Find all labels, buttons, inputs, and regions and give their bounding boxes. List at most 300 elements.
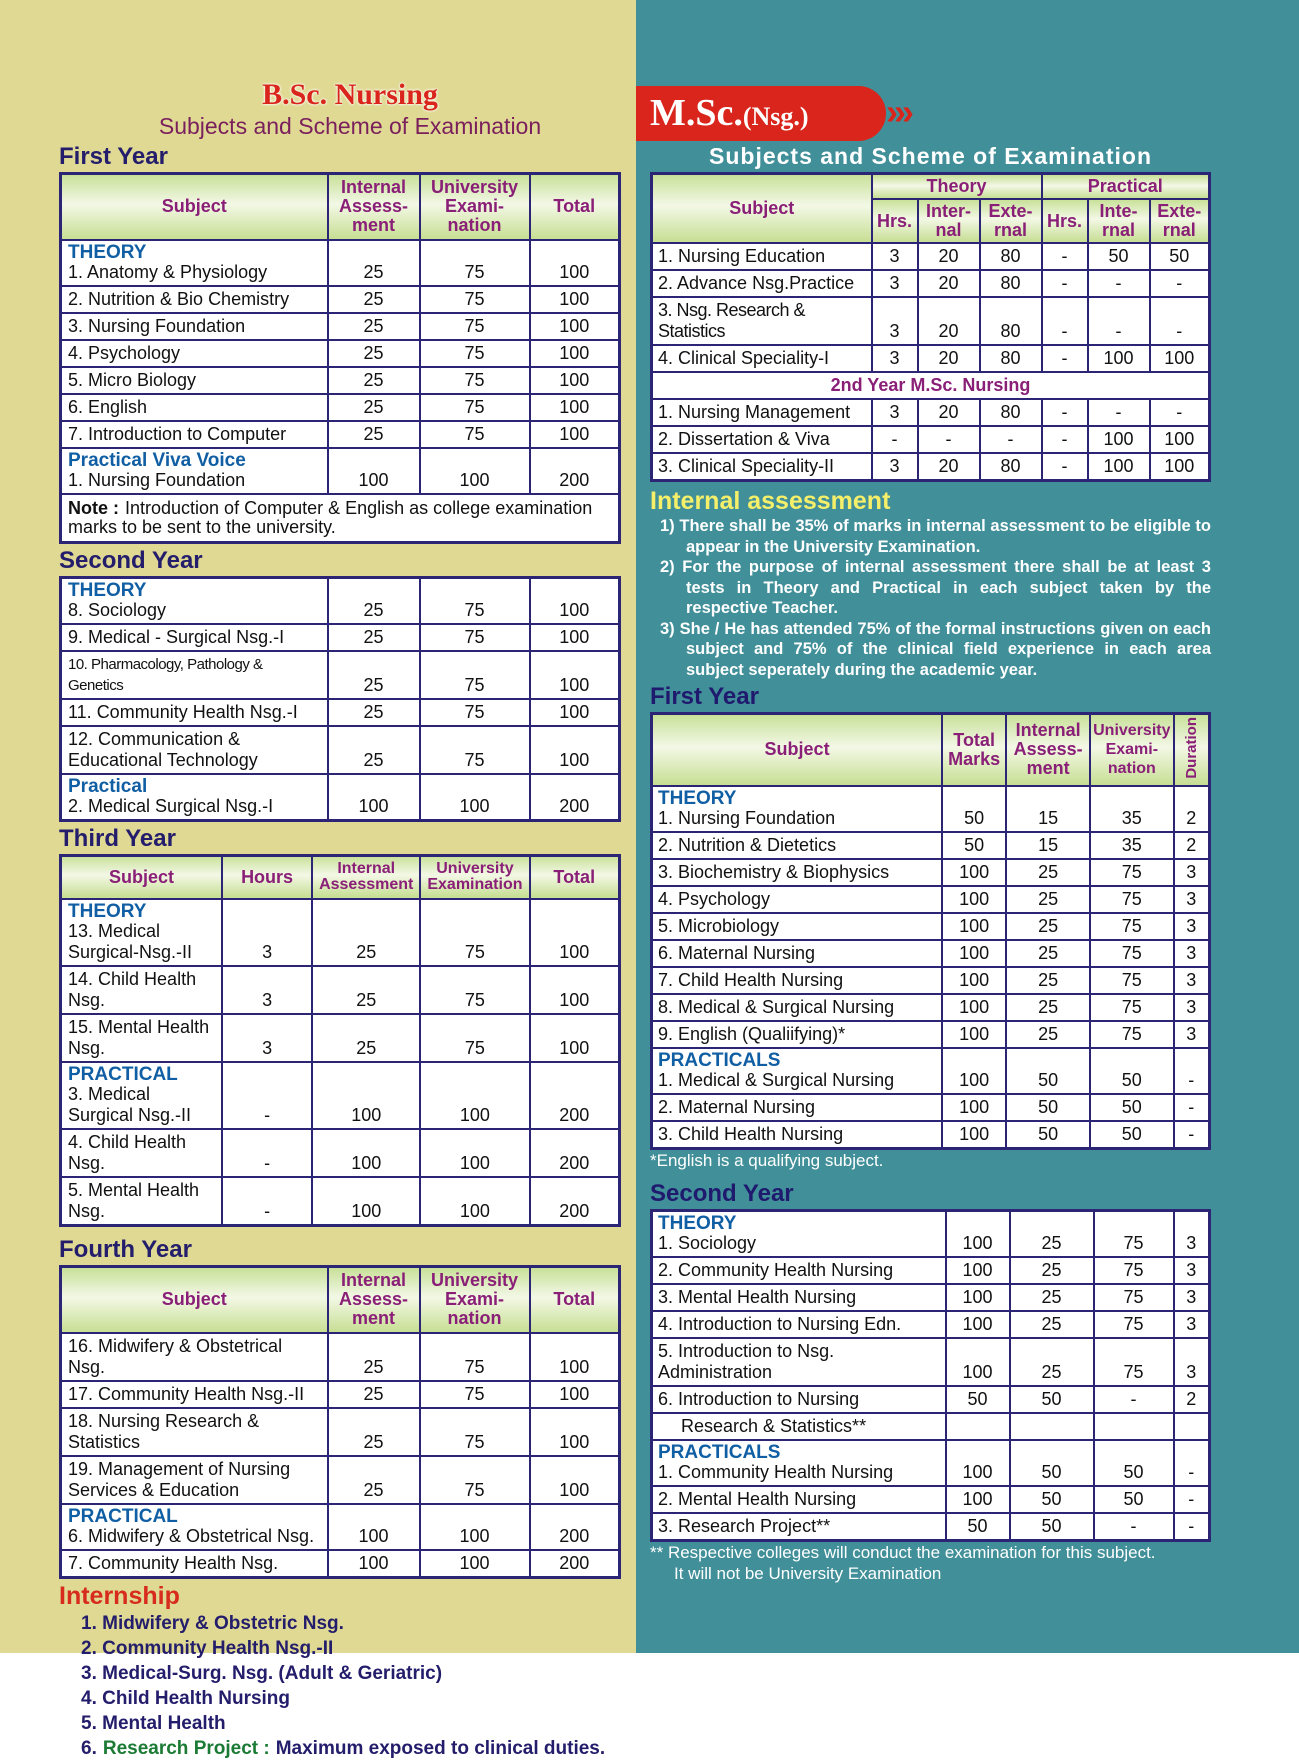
value-internal: 50 — [1010, 1386, 1094, 1413]
value-university: 75 — [420, 624, 530, 651]
value-university: 100 — [420, 1129, 529, 1177]
value-total: 100 — [530, 899, 620, 966]
value-total: 100 — [530, 1014, 620, 1062]
table-row — [61, 1381, 620, 1408]
table-row — [652, 967, 1210, 994]
table-row — [652, 1121, 1210, 1149]
value-duration: 2 — [1174, 832, 1210, 859]
value-total: 100 — [946, 1284, 1010, 1311]
subject-cell: 4. Psychology — [652, 886, 943, 913]
col-practical-hrs: Hrs. — [1042, 199, 1088, 243]
value-duration: 3 — [1174, 994, 1210, 1021]
value-total: 200 — [530, 1129, 620, 1177]
subject-cell: 2. Dissertation & Viva — [652, 426, 872, 453]
subject-cell: Research & Statistics** — [652, 1413, 946, 1440]
col-hours: Hours — [222, 855, 312, 899]
value-total: 200 — [530, 448, 620, 494]
table-row — [61, 726, 620, 774]
value-internal: 25 — [1010, 1311, 1094, 1338]
subject-cell — [61, 1504, 328, 1550]
value-duration: 3 — [1174, 940, 1210, 967]
table-row — [61, 899, 620, 966]
subject-cell: 2. Nutrition & Dietetics — [652, 832, 943, 859]
value-university: 75 — [420, 899, 529, 966]
subject-cell — [61, 899, 223, 966]
table-row — [61, 286, 620, 313]
table-row — [61, 448, 620, 494]
value-university: 100 — [420, 1177, 529, 1226]
value-university: 75 — [1090, 994, 1173, 1021]
value-internal: 50 — [1010, 1440, 1094, 1486]
col-university: University Exami- nation — [420, 1267, 530, 1333]
value-p_hrs: - — [1042, 345, 1088, 372]
subject-name: 1. Medical & Surgical Nursing — [658, 1069, 895, 1090]
subject-cell: 7. Community Health Nsg. — [61, 1550, 328, 1578]
value-university: 75 — [420, 240, 530, 286]
value-internal: 25 — [328, 1333, 420, 1381]
value-internal: 50 — [1010, 1486, 1094, 1513]
value-university: 100 — [420, 1550, 530, 1578]
table-row — [652, 1210, 1210, 1257]
value-total: 200 — [530, 1062, 620, 1129]
value-p_int: 100 — [1088, 426, 1150, 453]
col-practical-internal: Inte- rnal — [1088, 199, 1150, 243]
value-total: 100 — [942, 1048, 1006, 1094]
value-duration: 3 — [1174, 1210, 1210, 1257]
value-internal: 100 — [312, 1062, 420, 1129]
value-t_ext: 80 — [980, 453, 1042, 481]
subject-cell: 5. Mental Health Nsg. — [61, 1177, 223, 1226]
value-total: 100 — [942, 1121, 1006, 1149]
value-t_int: 20 — [918, 345, 980, 372]
subject-cell: 2. Nutrition & Bio Chemistry — [61, 286, 328, 313]
value-university: 75 — [420, 367, 530, 394]
col-total: Total — [530, 855, 620, 899]
value-t_hrs: 3 — [872, 243, 918, 270]
table-row — [61, 624, 620, 651]
value-duration: 2 — [1174, 1386, 1210, 1413]
value-total: 100 — [942, 940, 1006, 967]
table-row — [652, 453, 1210, 481]
table-row — [652, 270, 1210, 297]
value-internal: 25 — [328, 240, 420, 286]
value-internal: 25 — [328, 421, 420, 448]
table-row — [652, 1386, 1210, 1413]
value-duration: 3 — [1174, 859, 1210, 886]
value-duration: 3 — [1174, 1311, 1210, 1338]
internship-item — [81, 1736, 621, 1761]
value-t_hrs: - — [872, 426, 918, 453]
internship-num: 6. — [81, 1737, 97, 1759]
subject-name: 2. Medical Surgical Nsg.-I — [68, 795, 274, 816]
subject-cell: 1. Nursing Management — [652, 399, 872, 426]
value-university: 75 — [420, 1014, 529, 1062]
value-university: 75 — [420, 577, 530, 624]
table-row — [61, 367, 620, 394]
subject-name: 8. Sociology — [68, 599, 167, 620]
value-t_int: 20 — [918, 297, 980, 345]
subject-cell: 16. Midwifery & Obstetrical Nsg. — [61, 1333, 328, 1381]
table-row — [61, 1456, 620, 1504]
value-total: 50 — [946, 1386, 1010, 1413]
col-internal: Internal Assess- ment — [1006, 714, 1090, 786]
table-row — [61, 1014, 620, 1062]
value-university: 75 — [1090, 859, 1173, 886]
table-row — [652, 1486, 1210, 1513]
value-total: 100 — [530, 1456, 620, 1504]
value-university: 75 — [420, 966, 529, 1014]
value-university: 100 — [420, 448, 530, 494]
subject-name: 1. Anatomy & Physiology — [68, 261, 268, 282]
value-internal: 50 — [1006, 1121, 1090, 1149]
value-university: 75 — [1090, 940, 1173, 967]
value-internal: 25 — [312, 966, 420, 1014]
value-internal: 25 — [1006, 859, 1090, 886]
table-row — [652, 1257, 1210, 1284]
value-university: 75 — [420, 394, 530, 421]
value-internal: 100 — [312, 1129, 420, 1177]
value-internal: 100 — [328, 1550, 420, 1578]
note-row — [61, 494, 620, 543]
subject-name: 1. Community Health Nursing — [658, 1461, 894, 1482]
value-p_ext: - — [1150, 270, 1210, 297]
value-duration: 3 — [1174, 1257, 1210, 1284]
section-label: Practical — [68, 775, 148, 797]
subject-cell: 8. Medical & Surgical Nursing — [652, 994, 943, 1021]
subject-cell: 7. Introduction to Computer — [61, 421, 328, 448]
subject-cell — [61, 774, 328, 821]
col-internal: Internal Assessment — [312, 855, 420, 899]
value-total: 100 — [530, 699, 620, 726]
value-p_ext: 100 — [1150, 426, 1210, 453]
value-p_int: 100 — [1088, 345, 1150, 372]
bsc-first-year-heading: First Year — [59, 143, 168, 170]
subject-cell: 4. Introduction to Nursing Edn. — [652, 1311, 946, 1338]
table-row — [652, 859, 1210, 886]
value-hours: 3 — [222, 1014, 312, 1062]
value-university: 100 — [420, 774, 530, 821]
table-row — [652, 913, 1210, 940]
value-university: 75 — [1094, 1311, 1174, 1338]
value-p_ext: - — [1150, 297, 1210, 345]
subject-cell: 15. Mental Health Nsg. — [61, 1014, 223, 1062]
table-row — [61, 577, 620, 624]
value-total: 100 — [942, 967, 1006, 994]
subject-cell: 6. Maternal Nursing — [652, 940, 943, 967]
bsc-third-year-heading: Third Year — [59, 824, 176, 852]
value-duration — [1174, 1413, 1210, 1440]
value-t_ext: 80 — [980, 297, 1042, 345]
value-university: 75 — [420, 1333, 530, 1381]
value-internal: 50 — [1006, 1094, 1090, 1121]
value-university: 75 — [1094, 1257, 1174, 1284]
internship-item: 2. Community Health Nsg.-II — [81, 1637, 334, 1659]
table-row — [61, 313, 620, 340]
table-row — [61, 421, 620, 448]
msc-section — [650, 172, 1211, 1584]
value-internal: 25 — [1006, 913, 1090, 940]
subject-cell — [652, 1048, 943, 1094]
table-row — [652, 832, 1210, 859]
value-total: 50 — [942, 832, 1006, 859]
table-row — [652, 1311, 1210, 1338]
msc-second-year-label: 2nd Year M.Sc. Nursing — [652, 372, 1210, 399]
chevron-right-icon: ››› — [886, 91, 910, 132]
value-university: 75 — [420, 1456, 530, 1504]
value-university: 75 — [420, 1408, 530, 1456]
subject-cell — [652, 786, 943, 832]
col-practical-external: Exte- rnal — [1150, 199, 1210, 243]
value-university — [1094, 1413, 1174, 1440]
bsc-fourth-year-table — [59, 1265, 621, 1579]
value-total: 100 — [942, 994, 1006, 1021]
value-hours: - — [222, 1177, 312, 1226]
value-p_int: 50 — [1088, 243, 1150, 270]
pb-first-year-footnote: *English is a qualifying subject. — [650, 1150, 884, 1170]
value-total: 100 — [530, 651, 620, 699]
subject-cell: 14. Child Health Nsg. — [61, 966, 223, 1014]
msc-scheme-table — [650, 172, 1211, 482]
value-internal: 25 — [328, 699, 420, 726]
subject-cell — [61, 577, 328, 624]
value-total: 100 — [530, 394, 620, 421]
subject-cell — [61, 1062, 223, 1129]
table-row — [61, 1408, 620, 1456]
value-university: 75 — [420, 340, 530, 367]
value-total: 100 — [530, 624, 620, 651]
subject-cell: 3. Child Health Nursing — [652, 1121, 943, 1149]
pb-second-year-footnote-1: ** Respective colleges will conduct the examination for this subject. — [650, 1542, 1156, 1562]
value-t_hrs: 3 — [872, 297, 918, 345]
value-duration: 2 — [1174, 786, 1210, 832]
subject-cell: 7. Child Health Nursing — [652, 967, 943, 994]
internship-heading: Internship — [59, 1581, 180, 1610]
subject-name: 3. Medical Surgical Nsg.-II — [68, 1084, 192, 1125]
value-total: 100 — [946, 1210, 1010, 1257]
value-total: 100 — [942, 1021, 1006, 1048]
table-row — [652, 426, 1210, 453]
subject-cell: 3. Clinical Speciality-II — [652, 453, 872, 481]
value-t_hrs: 3 — [872, 345, 918, 372]
subject-cell — [61, 448, 328, 494]
table-row — [61, 774, 620, 821]
value-total: 100 — [942, 1094, 1006, 1121]
value-total: 100 — [530, 1381, 620, 1408]
assessment-rule: 3) She / He has attended 75% of the formal instructions given on each subject and 75% of the clinical field experience in each area subject seperately during the academic year. — [660, 619, 1211, 679]
subject-name: 1. Sociology — [658, 1232, 757, 1253]
col-total: Total — [530, 1267, 620, 1333]
subject-cell: 3. Nsg. Research & Statistics — [652, 297, 872, 345]
value-t_hrs: 3 — [872, 399, 918, 426]
table-row — [652, 1413, 1210, 1440]
value-hours: 3 — [222, 899, 312, 966]
value-university: - — [1094, 1513, 1174, 1541]
value-total: 100 — [530, 367, 620, 394]
value-hours: 3 — [222, 966, 312, 1014]
value-university: - — [1094, 1386, 1174, 1413]
bsc-second-year-heading: Second Year — [59, 546, 203, 574]
col-subject: Subject — [61, 174, 328, 240]
subject-cell: 6. English — [61, 394, 328, 421]
subject-name: 6. Midwifery & Obstetrical Nsg. — [68, 1525, 315, 1546]
value-t_int: 20 — [918, 399, 980, 426]
subject-cell: 10. Pharmacology, Pathology & Genetics — [61, 651, 328, 699]
value-university: 75 — [1094, 1338, 1174, 1386]
col-theory: Theory — [872, 174, 1042, 200]
value-total: 100 — [942, 913, 1006, 940]
value-hours: - — [222, 1062, 312, 1129]
table-row — [61, 966, 620, 1014]
value-t_int: 20 — [918, 243, 980, 270]
value-internal: 25 — [328, 1408, 420, 1456]
value-duration: 3 — [1174, 1284, 1210, 1311]
table-row — [61, 240, 620, 286]
subject-cell: 2. Advance Nsg.Practice — [652, 270, 872, 297]
value-duration: - — [1174, 1094, 1210, 1121]
value-total: 100 — [946, 1440, 1010, 1486]
internship-research-text: Maximum exposed to clinical duties. — [275, 1737, 606, 1759]
value-internal: 50 — [1010, 1513, 1094, 1541]
value-total: 50 — [942, 786, 1006, 832]
subject-cell: 11. Community Health Nsg.-I — [61, 699, 328, 726]
col-theory-internal: Inter- nal — [918, 199, 980, 243]
table-row — [61, 651, 620, 699]
value-university: 75 — [420, 651, 530, 699]
table-row — [61, 1129, 620, 1177]
value-university: 75 — [420, 313, 530, 340]
value-university: 75 — [1094, 1210, 1174, 1257]
subject-cell: 5. Micro Biology — [61, 367, 328, 394]
value-t_hrs: 3 — [872, 453, 918, 481]
table-row — [652, 994, 1210, 1021]
value-t_int: 20 — [918, 270, 980, 297]
value-internal: 100 — [312, 1177, 420, 1226]
value-duration: 3 — [1174, 1021, 1210, 1048]
subject-cell: 4. Clinical Speciality-I — [652, 345, 872, 372]
value-total: 200 — [530, 1504, 620, 1550]
value-internal: 25 — [1010, 1210, 1094, 1257]
value-total: 100 — [530, 240, 620, 286]
internship-research-label: Research Project : — [102, 1737, 270, 1759]
value-t_ext: 80 — [980, 270, 1042, 297]
table-row — [61, 340, 620, 367]
value-internal — [1010, 1413, 1094, 1440]
value-total: 100 — [530, 421, 620, 448]
msc-banner-main: M.Sc. — [650, 92, 743, 134]
internship-item: 1. Midwifery & Obstetric Nsg. — [81, 1612, 344, 1634]
value-duration: 3 — [1174, 967, 1210, 994]
section-label: THEORY — [68, 579, 147, 601]
bsc-third-year-table — [59, 854, 621, 1228]
value-university: 100 — [420, 1062, 529, 1129]
value-internal: 25 — [1006, 940, 1090, 967]
value-t_hrs: 3 — [872, 270, 918, 297]
value-university: 75 — [420, 726, 530, 774]
bsc-subtitle: Subjects and Scheme of Examination — [158, 113, 542, 139]
subject-cell: 3. Nursing Foundation — [61, 313, 328, 340]
subject-cell: 12. Communication & Educational Technology — [61, 726, 328, 774]
value-total: 100 — [530, 577, 620, 624]
section-row — [652, 372, 1210, 399]
value-internal: 25 — [328, 367, 420, 394]
value-university: 75 — [1090, 886, 1173, 913]
value-internal: 25 — [328, 313, 420, 340]
pb-first-year-table — [650, 712, 1211, 1150]
col-duration — [1174, 714, 1210, 786]
subject-cell: 4. Child Health Nsg. — [61, 1129, 223, 1177]
table-row — [652, 1338, 1210, 1386]
value-t_ext: 80 — [980, 345, 1042, 372]
table-row — [61, 1062, 620, 1129]
table-row — [61, 1333, 620, 1381]
value-university: 35 — [1090, 832, 1173, 859]
section-label: PRACTICALS — [658, 1049, 781, 1071]
value-total: 50 — [946, 1513, 1010, 1541]
col-theory-hrs: Hrs. — [872, 199, 918, 243]
value-total: 100 — [530, 726, 620, 774]
value-university: 75 — [1094, 1284, 1174, 1311]
bsc-second-year-table — [59, 576, 621, 822]
value-p_ext: 100 — [1150, 453, 1210, 481]
col-subject: Subject — [61, 1267, 328, 1333]
subject-cell: 5. Introduction to Nsg. Administration — [652, 1338, 946, 1386]
value-internal: 25 — [328, 624, 420, 651]
section-label: THEORY — [68, 901, 147, 922]
subject-cell: 3. Research Project** — [652, 1513, 946, 1541]
value-total: 100 — [946, 1311, 1010, 1338]
table-row — [61, 699, 620, 726]
value-internal: 15 — [1006, 786, 1090, 832]
pb-second-year-table — [650, 1209, 1211, 1542]
internal-assessment-heading: Internal assessment — [650, 487, 891, 515]
table-row — [652, 1513, 1210, 1541]
value-university: 75 — [420, 699, 530, 726]
pb-second-year-footnote-2: It will not be University Examination — [674, 1563, 942, 1583]
table-row — [61, 1550, 620, 1578]
msc-banner-small: (Nsg.) — [742, 102, 809, 131]
value-total: 200 — [530, 1550, 620, 1578]
table-row — [652, 345, 1210, 372]
value-university: 75 — [1090, 1021, 1173, 1048]
value-duration: 3 — [1174, 1338, 1210, 1386]
bsc-fourth-year-heading: Fourth Year — [59, 1236, 192, 1263]
value-internal: 100 — [328, 1504, 420, 1550]
table-row — [61, 394, 620, 421]
subject-cell: 2. Mental Health Nursing — [652, 1486, 946, 1513]
subject-cell: 19. Management of Nursing Services & Education — [61, 1456, 328, 1504]
value-internal: 25 — [312, 1014, 420, 1062]
table-row — [652, 1284, 1210, 1311]
subject-cell — [652, 1440, 946, 1486]
subject-cell: 5. Microbiology — [652, 913, 943, 940]
value-internal: 25 — [328, 577, 420, 624]
col-university: University Exami- nation — [1090, 714, 1173, 786]
value-university: 75 — [1090, 967, 1173, 994]
note-label: Note : — [68, 497, 119, 518]
value-duration: - — [1174, 1486, 1210, 1513]
subject-cell — [61, 240, 328, 286]
value-p_ext: 100 — [1150, 345, 1210, 372]
col-university: University Examination — [420, 855, 529, 899]
value-internal: 25 — [1010, 1257, 1094, 1284]
subject-cell: 4. Psychology — [61, 340, 328, 367]
value-total: 100 — [530, 286, 620, 313]
value-duration: 3 — [1174, 886, 1210, 913]
value-university: 75 — [1090, 913, 1173, 940]
value-internal: 25 — [312, 899, 420, 966]
value-t_ext: 80 — [980, 243, 1042, 270]
table-row — [61, 1504, 620, 1550]
